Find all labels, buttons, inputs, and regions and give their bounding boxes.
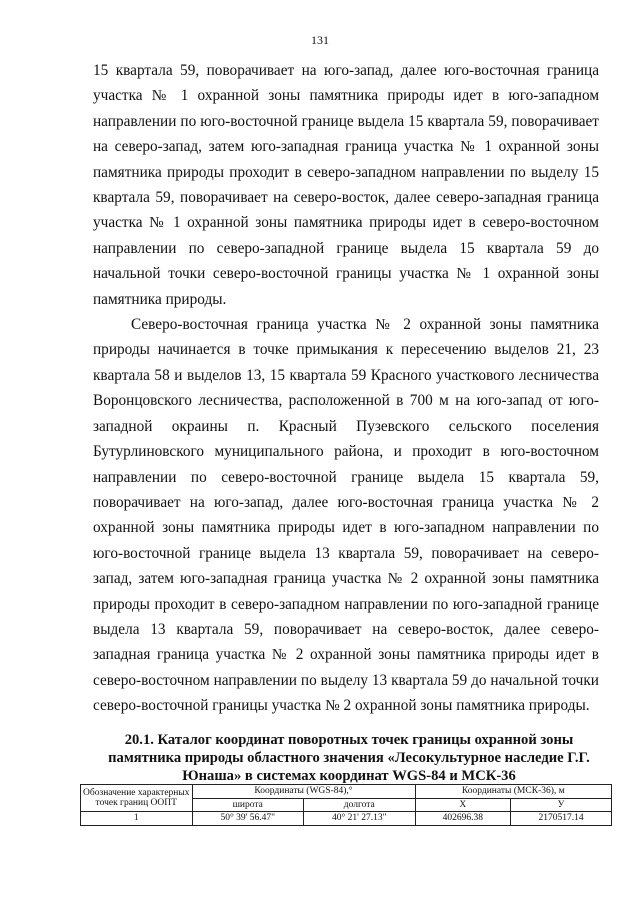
column-header-wgs84: Координаты (WGS-84),° <box>192 785 415 799</box>
cell-x: 402696.38 <box>415 812 511 826</box>
subheader-longitude: долгота <box>304 798 416 812</box>
subheader-latitude: широта <box>192 798 304 812</box>
page-number: 131 <box>311 33 329 47</box>
cell-point: 1 <box>81 812 193 826</box>
body-text <box>93 58 599 719</box>
paragraph: Северо-восточная граница участка № 2 охранной зоны памятника природы начинается в точке примыкания к пересечению выделов 21, 23 квартала 58 и выделов 13, 15 квартала 59 Красного участкового лесничества Воронцовского лесничества, расположенной в 700 м на юго-запад от юго-западной окраины п. Красный Пузевского сельского поселения Бутурлиновского муниципального района, и проходит в юго-восточном направлении по северо-восточной границе выдела 15 квартала 59, поворачивает на юго-запад, далее юго-восточная граница участка № 2 охранной зоны памятника природы идет в юго-западном направлении по юго-восточной границе выдела 13 квартала 59, поворачивает на северо-запад, затем юго-западная граница участка № 2 охранной зоны памятника природы проходит в северо-западном направлении по юго-западной границе выдела 13 квартала 59, поворачивает на северо-восток, далее северо-западная граница участка № 2 охранной зоны памятника природы идет в северо-восточном направлении по выделу 13 квартала 59 до начальной точки северо-восточной границы участка № 2 охранной зоны памятника природы. <box>93 316 599 715</box>
cell-longitude: 40° 21' 27.13" <box>304 812 416 826</box>
column-header-point: Обозначение характерных точек границ ООПТ <box>81 785 193 812</box>
cell-y: 2170517.14 <box>511 812 612 826</box>
paragraph: 15 квартала 59, поворачивает на юго-запад, далее юго-восточная граница участка № 1 охранной зоны памятника природы идет в юго-западном направлении по юго-восточной границе выдела 15 квартала 59, поворачивает на северо-запад, затем юго-западная граница участка № 1 охранной зоны памятника природы проходит в северо-западном направлении по выделу 15 квартала 59, поворачивает на северо-восток, далее северо-западная граница участка № 1 охранной зоны памятника природы идет в северо-восточном направлении по северо-западной границе выдела 15 квартала 59 до начальной точки северо-восточной границы участка № 1 охранной зоны памятника природы. <box>93 62 599 308</box>
table-row <box>81 812 612 826</box>
cell-latitude: 50° 39' 56.47" <box>192 812 304 826</box>
coordinates-table <box>80 784 612 826</box>
subheader-x: X <box>415 798 511 812</box>
subheader-y: У <box>511 798 612 812</box>
section-title: 20.1. Каталог координат поворотных точек границы охранной зоны памятника природы областного значения «Лесокультурное наследие Г.Г. Юнаша» в системах координат WGS-84 и МСК-36 <box>108 732 590 784</box>
column-header-msk36: Координаты (МСК-36), м <box>415 785 612 799</box>
table-header-row <box>81 785 612 799</box>
